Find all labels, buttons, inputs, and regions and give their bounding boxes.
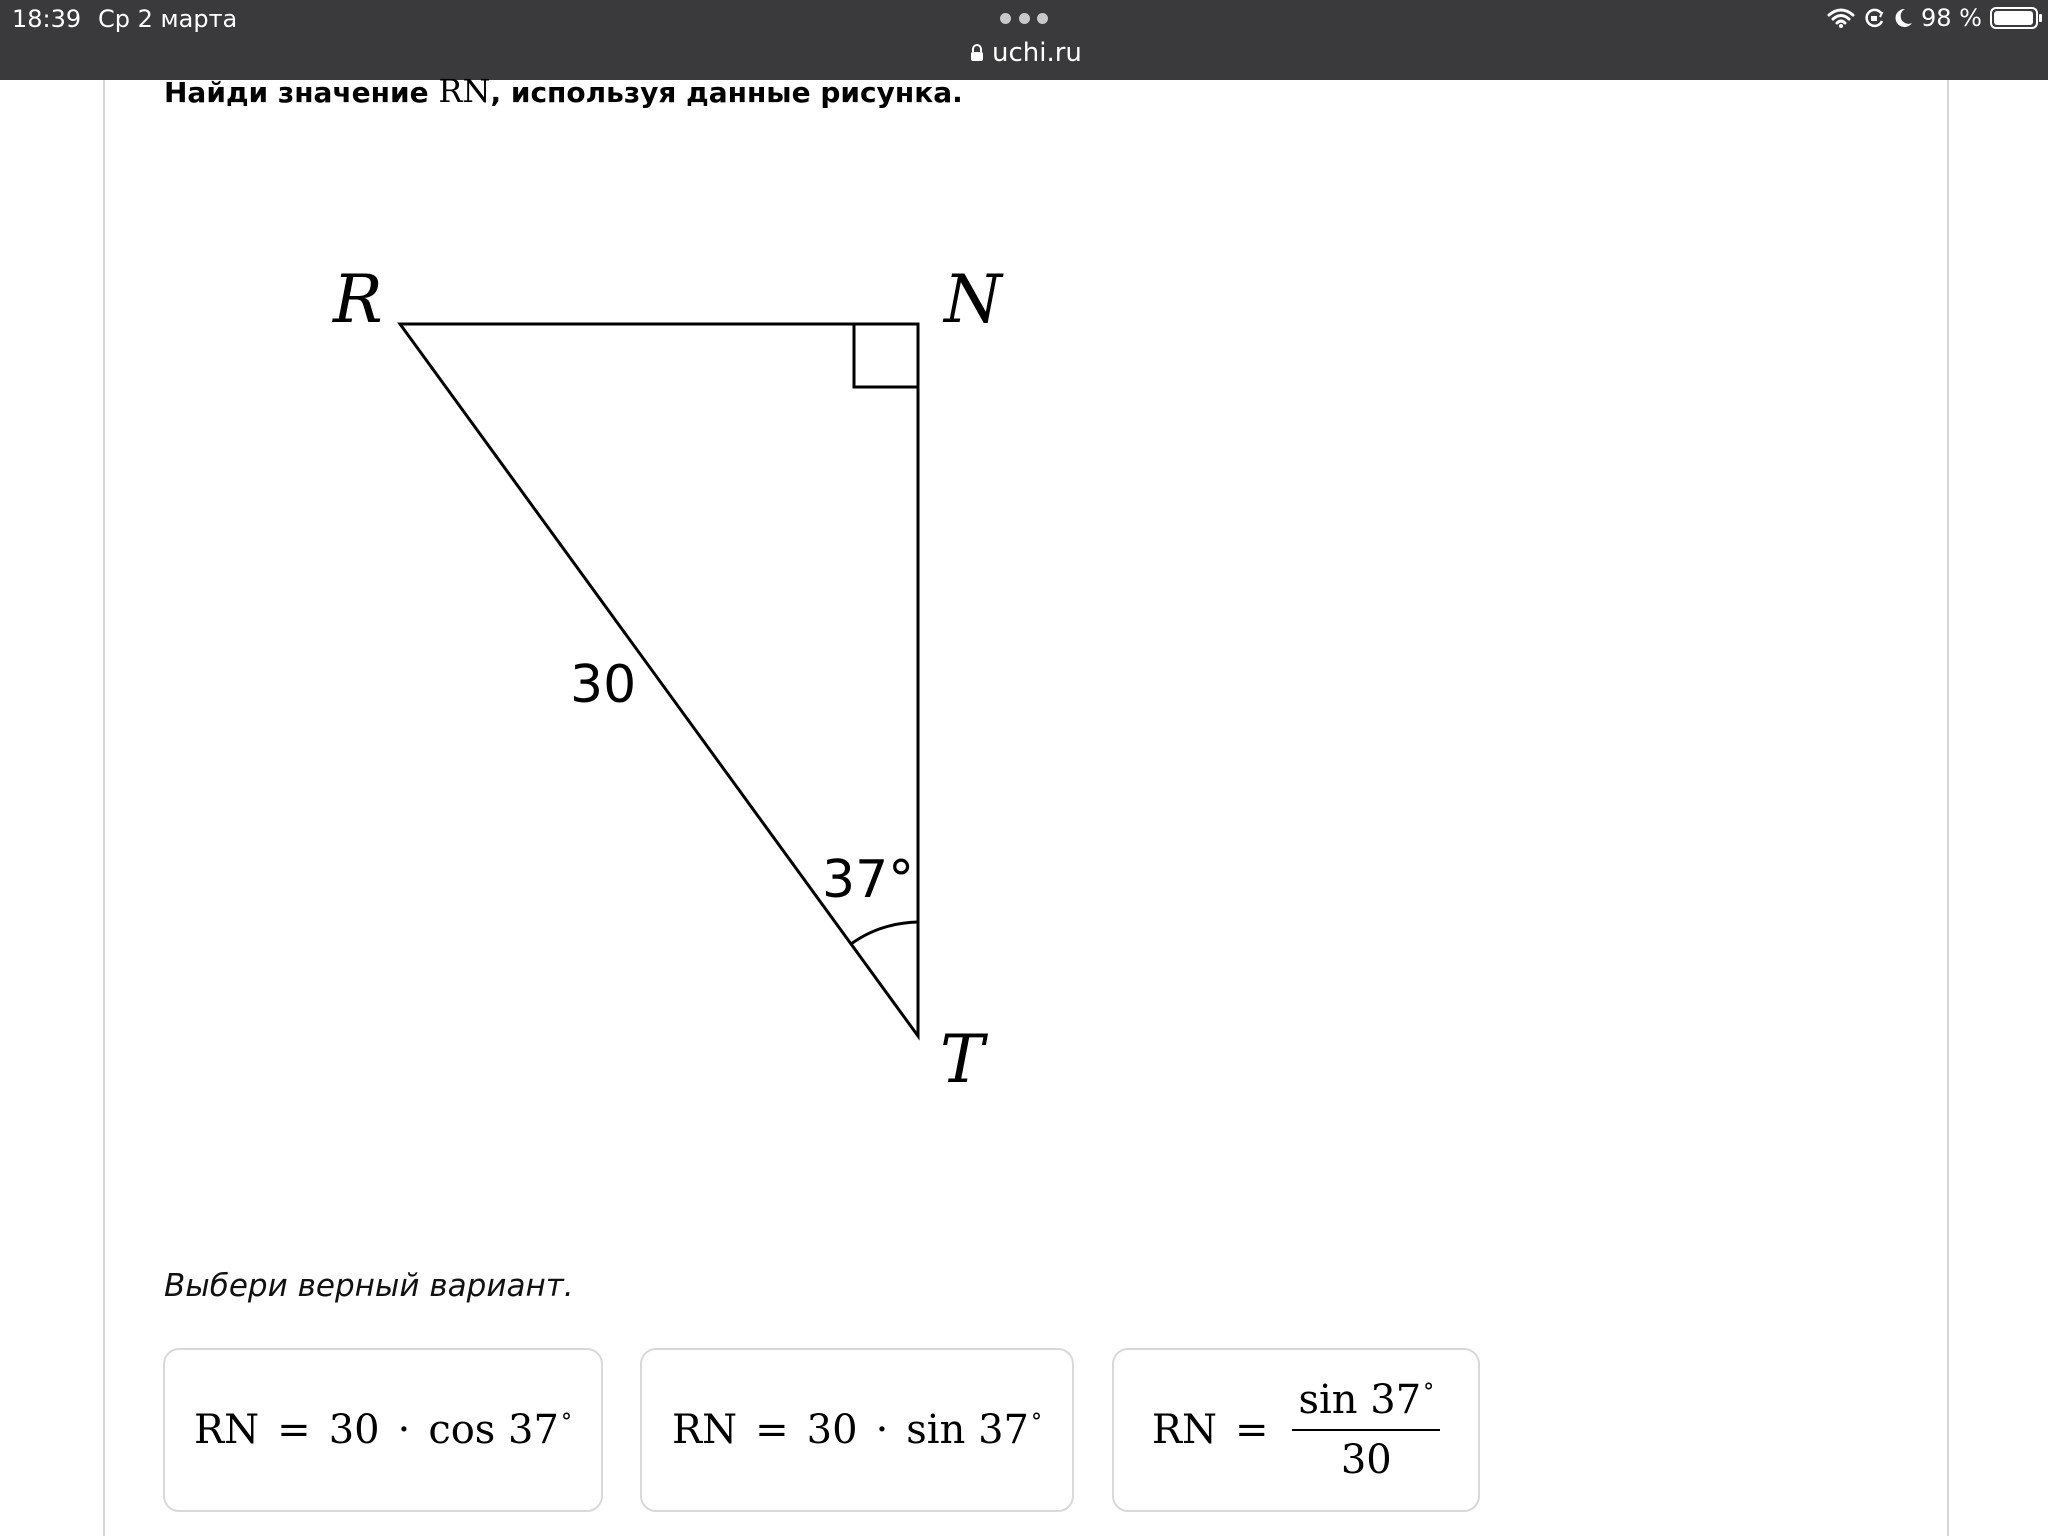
option-eq: =	[755, 1407, 789, 1453]
status-time: 18:39	[12, 5, 82, 33]
option-dot: ·	[397, 1407, 411, 1453]
fraction-denominator: 30	[1340, 1437, 1392, 1483]
battery-percent: 98 %	[1921, 4, 1982, 32]
option-lhs: RN	[672, 1407, 738, 1453]
option-fraction	[1292, 1377, 1440, 1483]
answer-option-fraction[interactable]	[1112, 1348, 1480, 1512]
vertex-r-label: R	[333, 261, 383, 338]
url-text: uchi.ru	[992, 38, 1082, 68]
fraction-numerator: sin 37	[1298, 1377, 1422, 1423]
option-lhs: RN	[1151, 1407, 1217, 1453]
degree-sign: °	[1423, 1380, 1435, 1405]
option-eq: =	[277, 1407, 311, 1453]
vertex-t-label: T	[940, 1021, 985, 1098]
option-fn: sin 37	[906, 1407, 1029, 1453]
question-math: RN	[438, 72, 491, 110]
vertex-n-label: N	[944, 261, 1002, 338]
answer-option-cos[interactable]	[163, 1348, 603, 1512]
status-date: Ср 2 марта	[98, 5, 238, 33]
option-coef: 30	[806, 1407, 858, 1453]
right-angle-marker	[854, 324, 918, 387]
degree-sign: °	[560, 1410, 572, 1435]
answer-option-sin[interactable]	[640, 1348, 1074, 1512]
option-coef: 30	[328, 1407, 380, 1453]
hypotenuse-length-label: 30	[570, 655, 637, 715]
degree-sign: °	[1030, 1410, 1042, 1435]
triangle-shape	[400, 324, 918, 1036]
question-prefix: Найди значение	[164, 76, 439, 109]
option-eq: =	[1234, 1407, 1269, 1453]
choose-prompt: Выбери верный вариант.	[164, 1268, 574, 1304]
option-fn: cos 37	[428, 1407, 559, 1453]
angle-value-label: 37°	[822, 850, 915, 910]
option-dot: ·	[875, 1407, 889, 1453]
option-lhs: RN	[194, 1407, 260, 1453]
question-suffix: , используя данные рисунка.	[490, 76, 963, 109]
angle-arc	[851, 922, 918, 944]
